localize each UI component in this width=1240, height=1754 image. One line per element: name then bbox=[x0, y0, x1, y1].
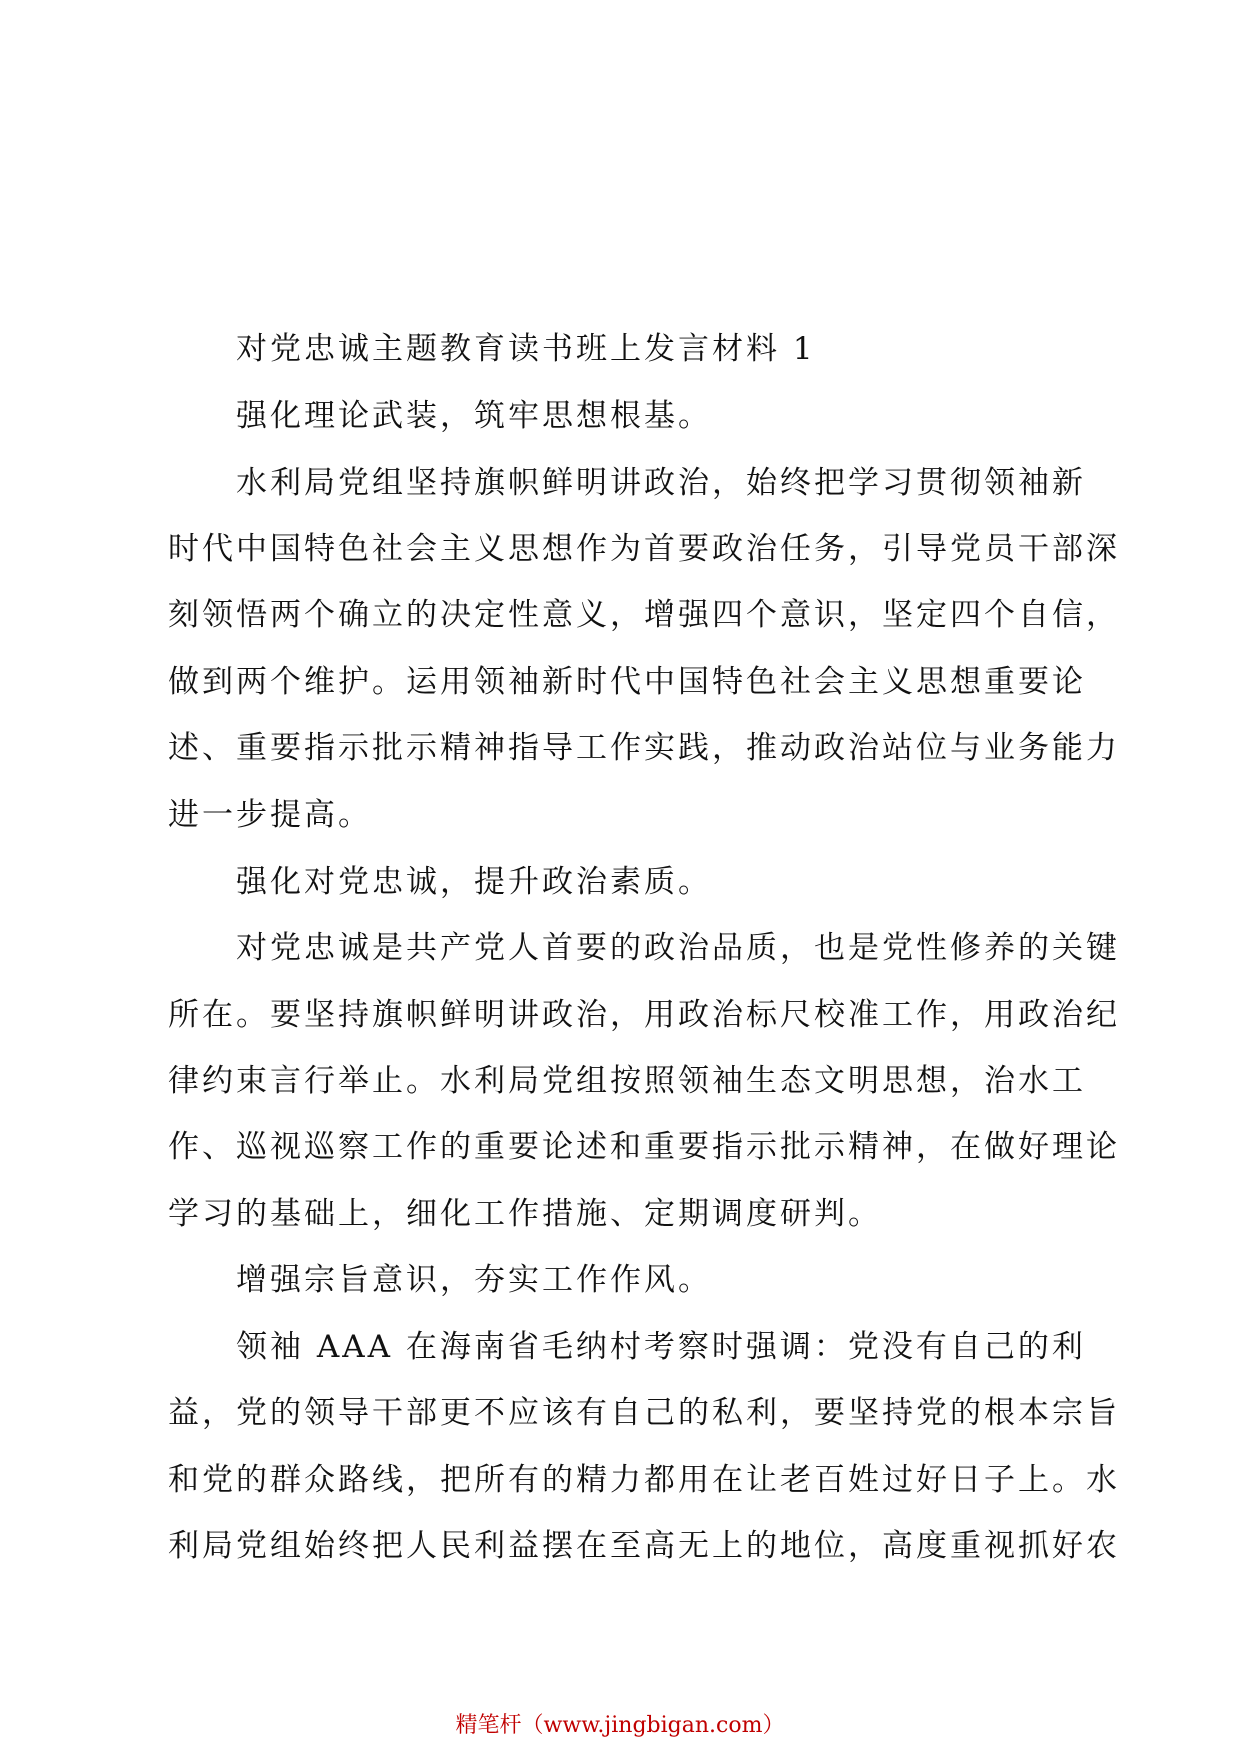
paragraph-line: 刻领悟两个确立的决定性意义，增强四个意识，坚定四个自信， bbox=[168, 597, 1120, 633]
section-heading: 强化对党忠诚，提升政治素质。 bbox=[236, 864, 712, 900]
paragraph-line: 对党忠诚是共产党人首要的政治品质，也是党性修养的关键 bbox=[236, 930, 1120, 966]
paragraph-line: 所在。要坚持旗帜鲜明讲政治，用政治标尺校准工作，用政治纪 bbox=[168, 997, 1120, 1033]
paragraph-line: 益，党的领导干部更不应该有自己的私利，要坚持党的根本宗旨 bbox=[168, 1395, 1120, 1431]
paragraph-line: 领袖 AAA 在海南省毛纳村考察时强调：党没有自己的利 bbox=[236, 1329, 1086, 1365]
paragraph-line: 利局党组始终把人民利益摆在至高无上的地位，高度重视抓好农 bbox=[168, 1528, 1120, 1564]
paragraph-line: 述、重要指示批示精神指导工作实践，推动政治站位与业务能力 bbox=[168, 730, 1120, 766]
paragraph-line: 学习的基础上，细化工作措施、定期调度研判。 bbox=[168, 1196, 882, 1232]
paragraph-line: 进一步提高。 bbox=[168, 797, 372, 833]
paragraph-line: 做到两个维护。运用领袖新时代中国特色社会主义思想重要论 bbox=[168, 664, 1086, 700]
paragraph-line: 作、巡视巡察工作的重要论述和重要指示批示精神，在做好理论 bbox=[168, 1129, 1120, 1165]
paragraph-line: 水利局党组坚持旗帜鲜明讲政治，始终把学习贯彻领袖新 bbox=[236, 465, 1086, 501]
document-title: 对党忠诚主题教育读书班上发言材料 1 bbox=[236, 331, 816, 367]
section-heading: 增强宗旨意识，夯实工作作风。 bbox=[236, 1262, 712, 1298]
footer-source-link[interactable]: 精笔杆（www.jingbigan.com） bbox=[455, 1713, 785, 1738]
paragraph-line: 时代中国特色社会主义思想作为首要政治任务，引导党员干部深 bbox=[168, 531, 1120, 567]
section-heading: 强化理论武装，筑牢思想根基。 bbox=[236, 398, 712, 434]
paragraph-line: 和党的群众路线，把所有的精力都用在让老百姓过好日子上。水 bbox=[168, 1462, 1120, 1498]
paragraph-line: 律约束言行举止。水利局党组按照领袖生态文明思想，治水工 bbox=[168, 1063, 1086, 1099]
